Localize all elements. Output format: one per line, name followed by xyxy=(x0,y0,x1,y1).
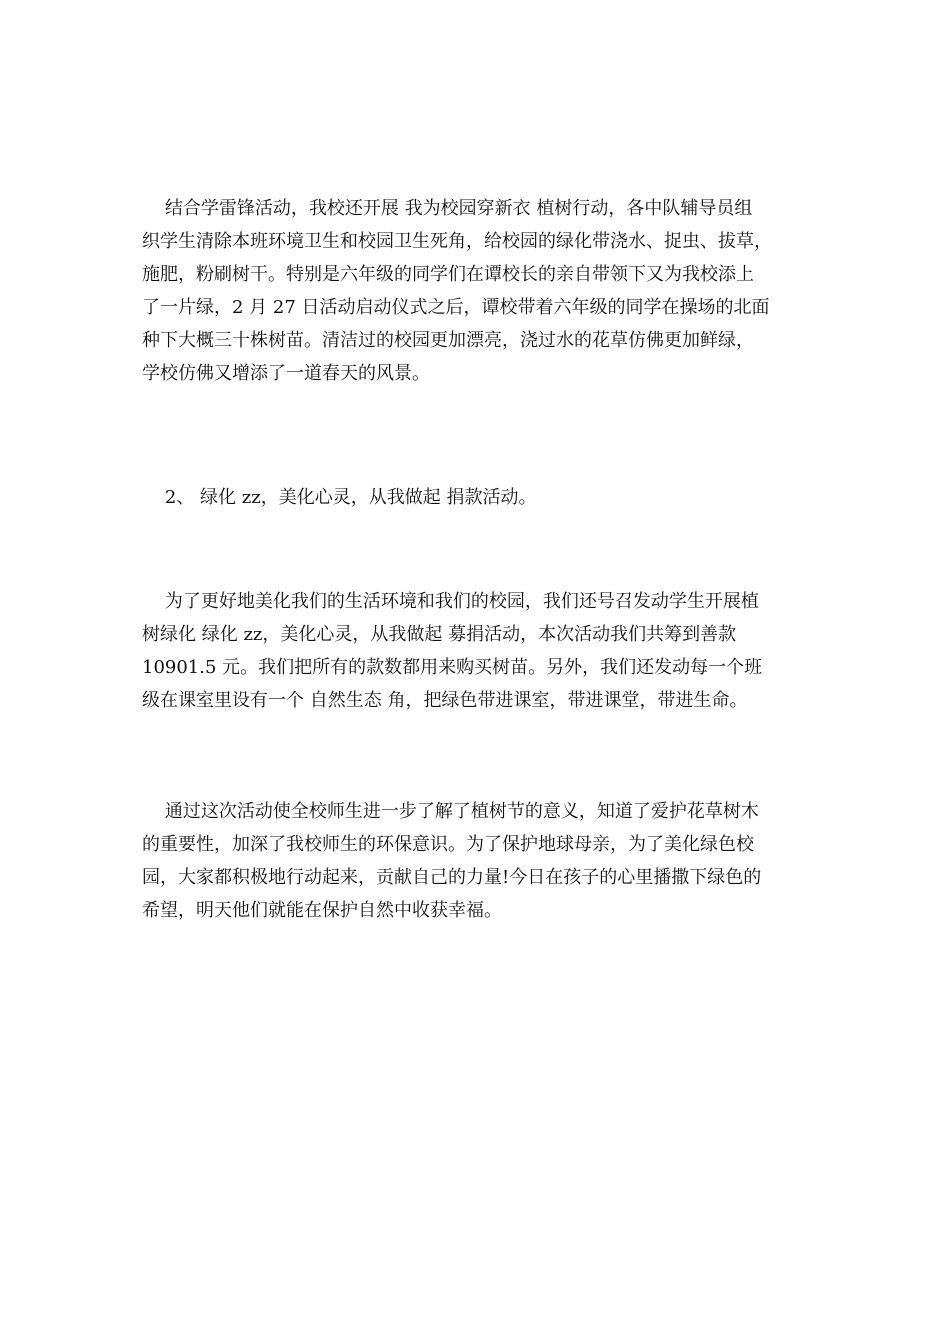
text-line: 施肥，粉刷树干。特别是六年级的同学们在谭校长的亲自带领下又为我校添上 xyxy=(142,264,754,285)
text-line: 结合学雷锋活动，我校还开展 我为校园穿新衣 植树行动，各中队辅导员组 xyxy=(142,198,753,219)
text-line: 的重要性，加深了我校师生的环保意识。为了保护地球母亲，为了美化绿色校 xyxy=(142,834,754,855)
section-heading-donation xyxy=(142,481,822,514)
heading-text: 2、 绿化 zz，美化心灵，从我做起 捐款活动。 xyxy=(142,487,537,508)
paragraph-conclusion xyxy=(142,795,822,927)
paragraph-tree-planting xyxy=(142,192,822,390)
text-line: 级在课室里设有一个 自然生态 角，把绿色带进课室，带进课堂，带进生命。 xyxy=(142,690,748,711)
text-line: 园，大家都积极地行动起来，贡献自己的力量!今日在孩子的心里播撒下绿色的 xyxy=(142,867,762,888)
text-line: 树绿化 绿化 zz，美化心灵，从我做起 募捐活动，本次活动我们共筹到善款 xyxy=(142,624,737,645)
text-line: 希望，明天他们就能在保护自然中收获幸福。 xyxy=(142,900,502,921)
text-line: 通过这次活动使全校师生进一步了解了植树节的意义，知道了爱护花草树木 xyxy=(142,801,759,822)
paragraph-donation xyxy=(142,585,822,717)
text-line: 为了更好地美化我们的生活环境和我们的校园，我们还号召发动学生开展植 xyxy=(142,591,759,612)
text-line: 学校仿佛又增添了一道春天的风景。 xyxy=(142,363,430,384)
text-line: 了一片绿，2 月 27 日活动启动仪式之后，谭校带着六年级的同学在操场的北面 xyxy=(142,297,770,318)
text-line: 种下大概三十株树苗。清洁过的校园更加漂亮，浇过水的花草仿佛更加鲜绿， xyxy=(142,330,754,351)
text-line: 织学生清除本班环境卫生和校园卫生死角，给校园的绿化带浇水、捉虫、拔草， xyxy=(142,231,772,252)
text-line: 10901.5 元。我们把所有的款数都用来购买树苗。另外，我们还发动每一个班 xyxy=(142,657,763,678)
